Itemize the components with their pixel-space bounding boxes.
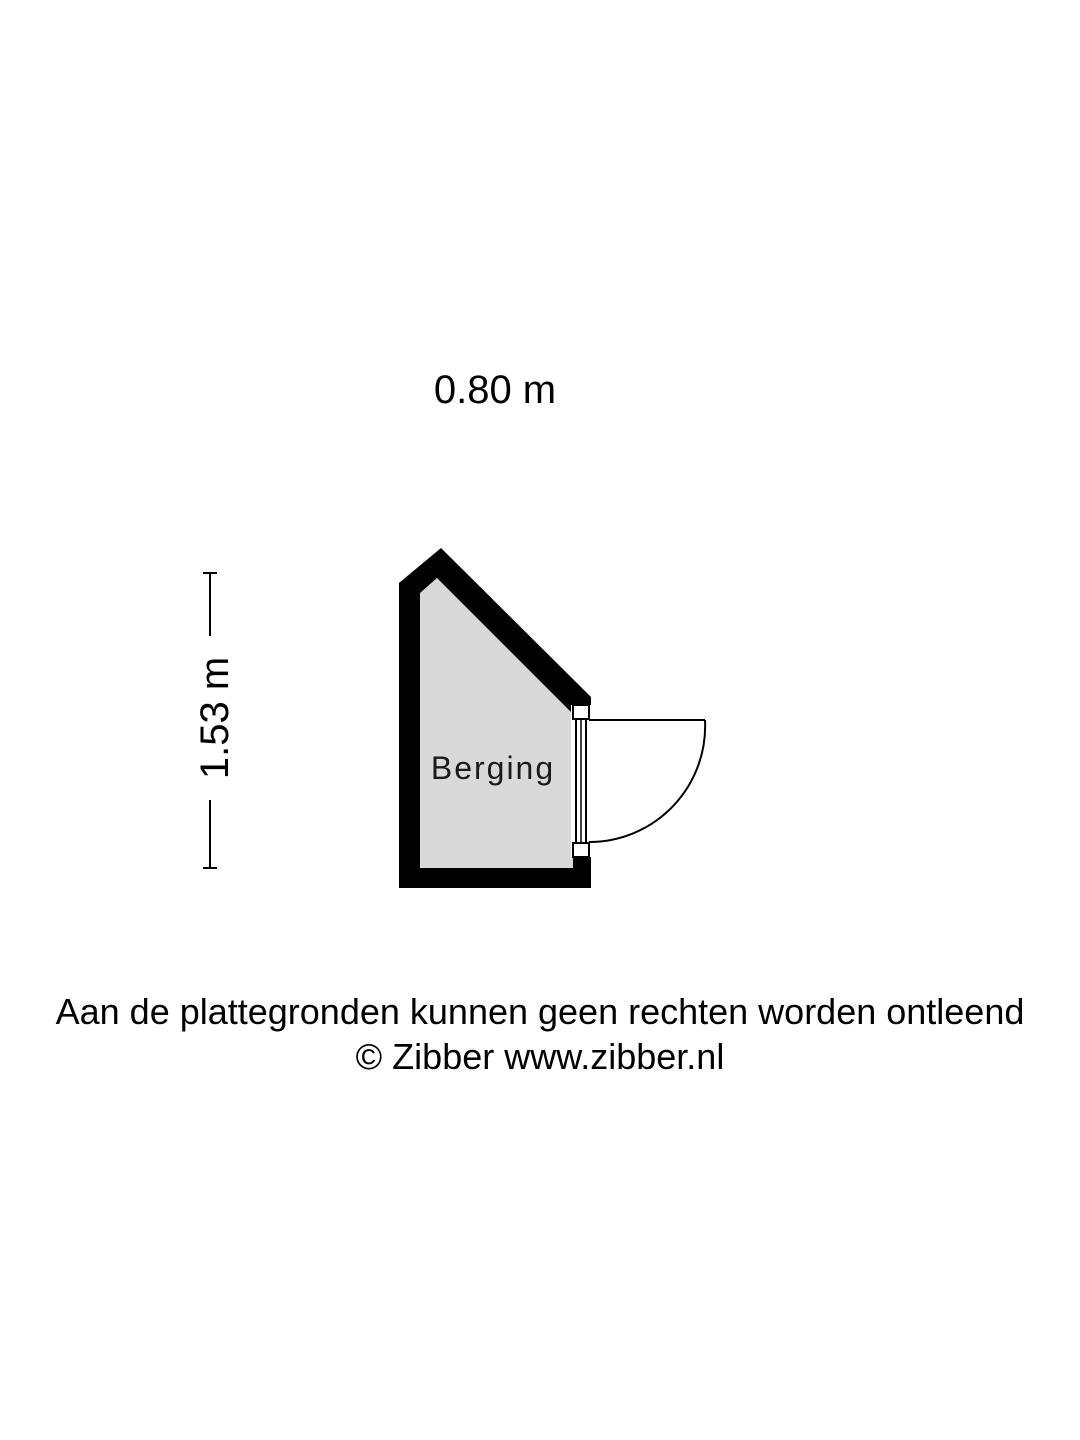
disclaimer-text: Aan de plattegronden kunnen geen rechten worden ontleend [55, 991, 1025, 1032]
room-label: Berging [430, 750, 556, 786]
door-frame-bottom [573, 843, 589, 857]
height-dimension [193, 573, 237, 868]
door [571, 705, 705, 857]
width-dimension-label: 0.80 m [433, 368, 557, 412]
door-frame-top [573, 705, 589, 719]
door-opening [571, 705, 593, 857]
door-swing-arc [589, 720, 705, 842]
height-dimension-label: 1.53 m [193, 656, 237, 780]
copyright-text: © Zibber www.zibber.nl [355, 1036, 725, 1077]
